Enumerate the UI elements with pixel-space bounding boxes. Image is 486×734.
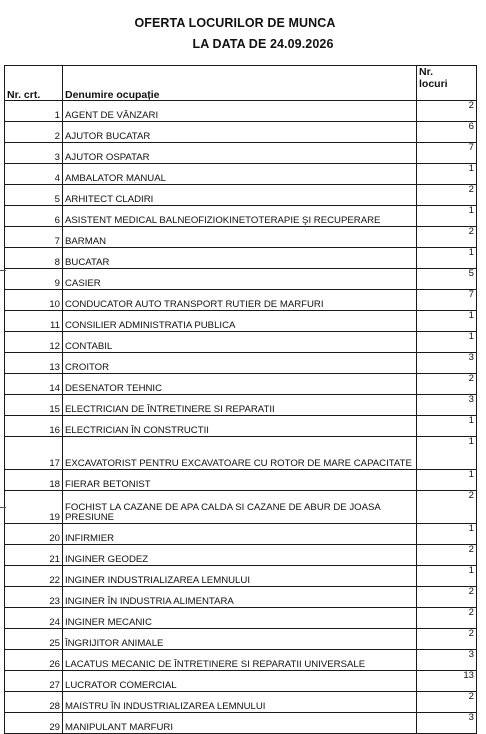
table-row bbox=[5, 587, 477, 608]
table-row bbox=[5, 629, 477, 650]
row-nr: 14 bbox=[5, 374, 63, 395]
table-row bbox=[5, 650, 477, 671]
row-nr: 20 bbox=[5, 524, 63, 545]
row-nr: 23 bbox=[5, 587, 63, 608]
document-date: LA DATA DE 24.09.2026 bbox=[192, 37, 334, 51]
row-nr: 16 bbox=[5, 416, 63, 437]
row-occupation: BARMAN bbox=[63, 227, 417, 248]
row-locuri: 1 bbox=[417, 164, 477, 185]
row-nr: 10 bbox=[5, 290, 63, 311]
header-denumire-ocupatie: Denumire ocupație bbox=[63, 66, 417, 101]
row-occupation: AJUTOR BUCATAR bbox=[63, 122, 417, 143]
table-row bbox=[5, 437, 477, 470]
table-row bbox=[5, 374, 477, 395]
row-occupation: LACATUS MECANIC DE ÎNTRETINERE SI REPARATII UNIVERSALE bbox=[63, 650, 417, 671]
row-locuri: 2 bbox=[417, 185, 477, 206]
row-locuri: 3 bbox=[417, 353, 477, 374]
row-locuri: 2 bbox=[417, 692, 477, 713]
row-nr: 28 bbox=[5, 692, 63, 713]
row-nr: 21 bbox=[5, 545, 63, 566]
table-row bbox=[5, 524, 477, 545]
row-locuri: 1 bbox=[417, 524, 477, 545]
table-row bbox=[5, 713, 477, 734]
row-occupation: INGINER INDUSTRIALIZAREA LEMNULUI bbox=[63, 566, 417, 587]
row-occupation: CONTABIL bbox=[63, 332, 417, 353]
row-locuri: 13 bbox=[417, 671, 477, 692]
header-nr-locuri-line1: Nr. bbox=[419, 66, 434, 78]
header-nr-locuri-line2: locuri bbox=[419, 78, 448, 90]
row-locuri: 2 bbox=[417, 608, 477, 629]
row-locuri: 3 bbox=[417, 650, 477, 671]
row-occupation: FIERAR BETONIST bbox=[63, 470, 417, 491]
row-nr: 7 bbox=[5, 227, 63, 248]
row-locuri: 1 bbox=[417, 437, 477, 470]
table-row bbox=[5, 332, 477, 353]
table-row bbox=[5, 122, 477, 143]
row-locuri: 2 bbox=[417, 587, 477, 608]
table-row bbox=[5, 545, 477, 566]
row-locuri: 1 bbox=[417, 206, 477, 227]
row-occupation: EXCAVATORIST PENTRU EXCAVATOARE CU ROTOR DE MARE CAPACITATE bbox=[63, 437, 417, 470]
row-nr: 2 bbox=[5, 122, 63, 143]
row-locuri: 1 bbox=[417, 248, 477, 269]
row-occupation: ÎNGRIJITOR ANIMALE bbox=[63, 629, 417, 650]
row-locuri: 2 bbox=[417, 101, 477, 122]
table-row bbox=[5, 269, 477, 290]
row-occupation: AJUTOR OSPATAR bbox=[63, 143, 417, 164]
row-occupation: INGINER GEODEZ bbox=[63, 545, 417, 566]
table-row bbox=[5, 227, 477, 248]
row-occupation: ELECTRICIAN ÎN CONSTRUCTII bbox=[63, 416, 417, 437]
row-nr: 18 bbox=[5, 470, 63, 491]
row-occupation: AGENT DE VÂNZARI bbox=[63, 101, 417, 122]
row-nr: 27 bbox=[5, 671, 63, 692]
table-row bbox=[5, 164, 477, 185]
row-nr: 19 bbox=[5, 491, 63, 524]
row-occupation: ARHITECT CLADIRI bbox=[63, 185, 417, 206]
table-row bbox=[5, 470, 477, 491]
row-locuri: 1 bbox=[417, 470, 477, 491]
header-nr-locuri bbox=[417, 66, 477, 101]
table-header-row bbox=[5, 66, 477, 101]
row-occupation: DESENATOR TEHNIC bbox=[63, 374, 417, 395]
row-locuri: 5 bbox=[417, 269, 477, 290]
row-occupation: CONSILIER ADMINISTRATIA PUBLICA bbox=[63, 311, 417, 332]
row-occupation: ELECTRICIAN DE ÎNTRETINERE SI REPARATII bbox=[63, 395, 417, 416]
table-row bbox=[5, 311, 477, 332]
row-occupation: BUCATAR bbox=[63, 248, 417, 269]
row-nr: 24 bbox=[5, 608, 63, 629]
table-row bbox=[5, 692, 477, 713]
row-nr: 25 bbox=[5, 629, 63, 650]
row-occupation: CROITOR bbox=[63, 353, 417, 374]
table-row bbox=[5, 608, 477, 629]
row-nr: 4 bbox=[5, 164, 63, 185]
table-row bbox=[5, 416, 477, 437]
table-row bbox=[5, 671, 477, 692]
row-locuri: 1 bbox=[417, 332, 477, 353]
row-locuri: 7 bbox=[417, 143, 477, 164]
row-occupation: CASIER bbox=[63, 269, 417, 290]
row-locuri: 2 bbox=[417, 227, 477, 248]
row-nr: 8 bbox=[5, 248, 63, 269]
row-occupation: FOCHIST LA CAZANE DE APA CALDA SI CAZANE DE ABUR DE JOASA PRESIUNE bbox=[63, 491, 417, 524]
margin-mark bbox=[0, 507, 6, 508]
row-locuri: 3 bbox=[417, 395, 477, 416]
row-occupation: LUCRATOR COMERCIAL bbox=[63, 671, 417, 692]
table-row bbox=[5, 185, 477, 206]
table-row bbox=[5, 290, 477, 311]
row-nr: 11 bbox=[5, 311, 63, 332]
row-nr: 15 bbox=[5, 395, 63, 416]
row-occupation: MAISTRU ÎN INDUSTRIALIZAREA LEMNULUI bbox=[63, 692, 417, 713]
row-locuri: 2 bbox=[417, 629, 477, 650]
row-nr: 29 bbox=[5, 713, 63, 734]
table-row bbox=[5, 566, 477, 587]
table-row bbox=[5, 143, 477, 164]
row-nr: 12 bbox=[5, 332, 63, 353]
row-locuri: 3 bbox=[417, 713, 477, 734]
table-row bbox=[5, 395, 477, 416]
table-row bbox=[5, 206, 477, 227]
row-locuri: 1 bbox=[417, 566, 477, 587]
row-locuri: 2 bbox=[417, 491, 477, 524]
row-nr: 13 bbox=[5, 353, 63, 374]
row-nr: 3 bbox=[5, 143, 63, 164]
header-nr-crt: Nr. crt. bbox=[5, 66, 63, 101]
row-occupation: INGINER ÎN INDUSTRIA ALIMENTARA bbox=[63, 587, 417, 608]
row-locuri: 1 bbox=[417, 311, 477, 332]
row-occupation: CONDUCATOR AUTO TRANSPORT RUTIER DE MARFURI bbox=[63, 290, 417, 311]
row-nr: 1 bbox=[5, 101, 63, 122]
table-row bbox=[5, 101, 477, 122]
row-locuri: 2 bbox=[417, 545, 477, 566]
row-occupation: AMBALATOR MANUAL bbox=[63, 164, 417, 185]
table-row bbox=[5, 491, 477, 524]
row-occupation: INFIRMIER bbox=[63, 524, 417, 545]
row-nr: 22 bbox=[5, 566, 63, 587]
table-row bbox=[5, 353, 477, 374]
row-locuri: 2 bbox=[417, 374, 477, 395]
row-nr: 26 bbox=[5, 650, 63, 671]
row-nr: 5 bbox=[5, 185, 63, 206]
row-locuri: 6 bbox=[417, 122, 477, 143]
row-occupation: ASISTENT MEDICAL BALNEOFIZIOKINETOTERAPIE ŞI RECUPERARE bbox=[63, 206, 417, 227]
row-nr: 6 bbox=[5, 206, 63, 227]
table-row bbox=[5, 248, 477, 269]
row-occupation: INGINER MECANIC bbox=[63, 608, 417, 629]
jobs-table bbox=[4, 65, 477, 734]
margin-mark bbox=[0, 270, 6, 271]
row-nr: 17 bbox=[5, 437, 63, 470]
row-locuri: 1 bbox=[417, 416, 477, 437]
document-title: OFERTA LOCURILOR DE MUNCA bbox=[134, 16, 336, 30]
row-nr: 9 bbox=[5, 269, 63, 290]
row-locuri: 7 bbox=[417, 290, 477, 311]
row-occupation: MANIPULANT MARFURI bbox=[63, 713, 417, 734]
